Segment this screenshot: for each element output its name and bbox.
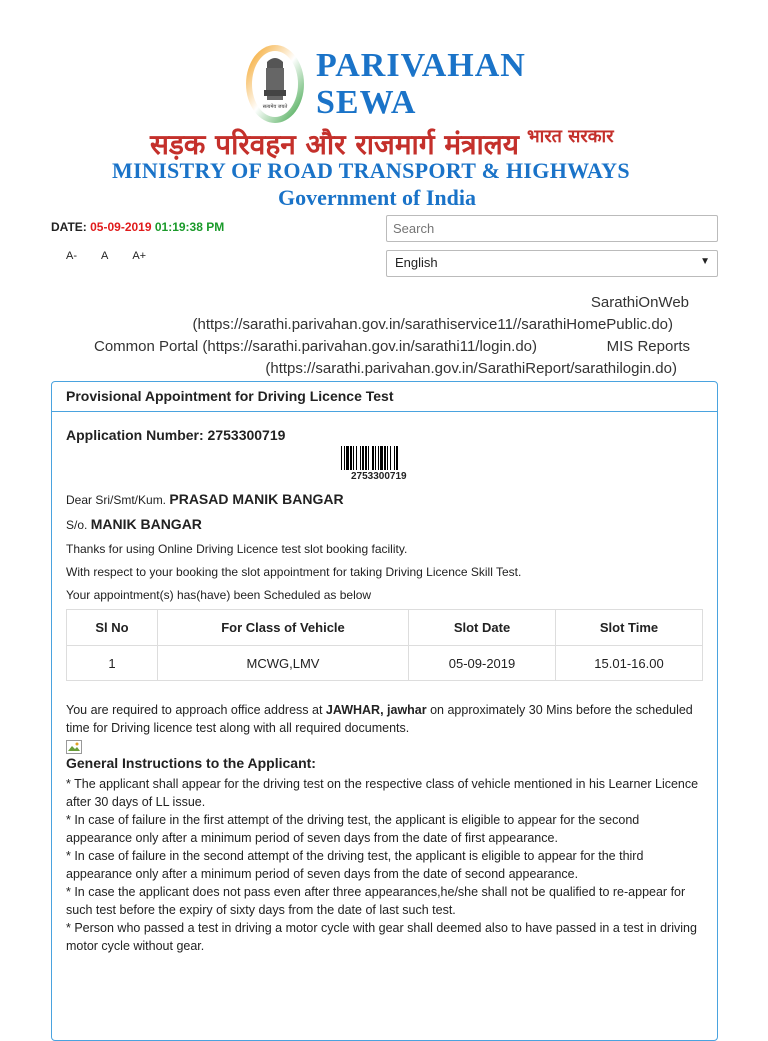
cell-vehicle-class: MCWG,LMV (158, 646, 409, 681)
site-title-line2: SEWA (316, 84, 417, 121)
search-input[interactable] (386, 215, 718, 242)
barcode-number: 2753300719 (351, 471, 407, 482)
ministry-title: MINISTRY OF ROAD TRANSPORT & HIGHWAYS (112, 158, 630, 183)
sarathi-on-web-url[interactable]: (https://sarathi.parivahan.gov.in/sarathiservice11//sarathiHomePublic.do) (192, 316, 673, 333)
panel-heading: Provisional Appointment for Driving Licence Test (52, 382, 717, 412)
font-decrease-button[interactable]: A- (66, 250, 77, 262)
national-emblem-logo (245, 44, 305, 124)
greeting-prefix: Dear Sri/Smt/Kum. (66, 493, 167, 507)
so-prefix: S/o. (66, 518, 88, 532)
government-title: Government of India (278, 185, 476, 210)
date-label: DATE: (51, 220, 87, 234)
instruction-item: * The applicant shall appear for the driving test on the respective class of vehicle mentioned in his Learner Licence after 30 days of LL issue. (66, 777, 699, 809)
respect-text: With respect to your booking the slot appointment for taking Driving Licence Skill Test. (66, 565, 522, 579)
col-slot-date: Slot Date (409, 610, 556, 646)
father-name: MANIK BANGAR (90, 516, 202, 532)
col-sl-no: Sl No (67, 610, 158, 646)
date-value: 05-09-2019 (90, 220, 152, 234)
emblem-caption: सत्यमेव जयते (262, 104, 288, 110)
general-instructions-title: General Instructions to the Applicant: (66, 755, 316, 771)
hindi-government-label: भारत सरकार (527, 126, 614, 147)
applicant-greeting (66, 491, 344, 507)
chevron-down-icon: ▼ (700, 256, 710, 267)
time-value: 01:19:38 PM (154, 220, 225, 234)
font-increase-button[interactable]: A+ (132, 250, 147, 262)
father-line (66, 516, 202, 532)
instruction-item: * In case of failure in the first attempt of the driving test, the applicant is eligible to appear for the second appearance only after a minimum period of seven days from the date of first appearance. (66, 813, 640, 845)
date-display (51, 220, 224, 234)
barcode-image (341, 446, 431, 470)
font-size-controls (66, 250, 146, 262)
language-selected: English (395, 255, 438, 270)
language-select[interactable] (386, 250, 718, 277)
instructions-list (66, 775, 706, 955)
thanks-text: Thanks for using Online Driving Licence test slot booking facility. (66, 542, 408, 556)
instruction-item: * In case of failure in the second attempt of the driving test, the applicant is eligible to appear for the third appearance only after a minimum period of seven days from the date of second appearance. (66, 849, 644, 881)
sarathi-on-web-link[interactable]: SarathiOnWeb (590, 294, 689, 311)
broken-image-icon (66, 740, 82, 754)
approach-before: You are required to approach office address at (66, 703, 326, 717)
site-title-line1: PARIVAHAN (316, 47, 526, 84)
applicant-name: PRASAD MANIK BANGAR (169, 491, 344, 507)
cell-slot-time: 15.01-16.00 (556, 646, 703, 681)
scheduled-text: Your appointment(s) has(have) been Scheduled as below (66, 588, 372, 602)
mis-reports-link[interactable]: MIS Reports (606, 338, 690, 355)
mis-reports-url[interactable]: (https://sarathi.parivahan.gov.in/SarathiReport/sarathilogin.do) (265, 360, 677, 377)
table-row (67, 646, 703, 681)
hindi-ministry-title: सड़क परिवहन और राजमार्ग मंत्रालय (150, 128, 520, 161)
office-address: JAWHAR, jawhar (325, 703, 427, 717)
appointment-table (66, 609, 703, 681)
table-header-row (67, 610, 703, 646)
approach-text (66, 701, 706, 737)
col-vehicle-class: For Class of Vehicle (158, 610, 409, 646)
application-number: Application Number: 2753300719 (66, 427, 286, 443)
approach-after: on approximately 30 Mins before the scheduled time for Driving licence test along with all required documents. (66, 703, 693, 735)
col-slot-time: Slot Time (556, 610, 703, 646)
cell-slot-date: 05-09-2019 (409, 646, 556, 681)
instruction-item: * Person who passed a test in driving a motor cycle with gear shall deemed also to have passed in a test in driving motor cycle without gear. (66, 921, 697, 953)
common-portal-link[interactable]: Common Portal (https://sarathi.parivahan.gov.in/sarathi11/login.do) (94, 338, 538, 355)
font-normal-button[interactable]: A (101, 250, 109, 262)
instruction-item: * In case the applicant does not pass even after three appearances,he/she shall not be qualified to re-appear for such test before the expiry of sixty days from the date of last such test. (66, 885, 686, 917)
cell-sl-no: 1 (67, 646, 158, 681)
